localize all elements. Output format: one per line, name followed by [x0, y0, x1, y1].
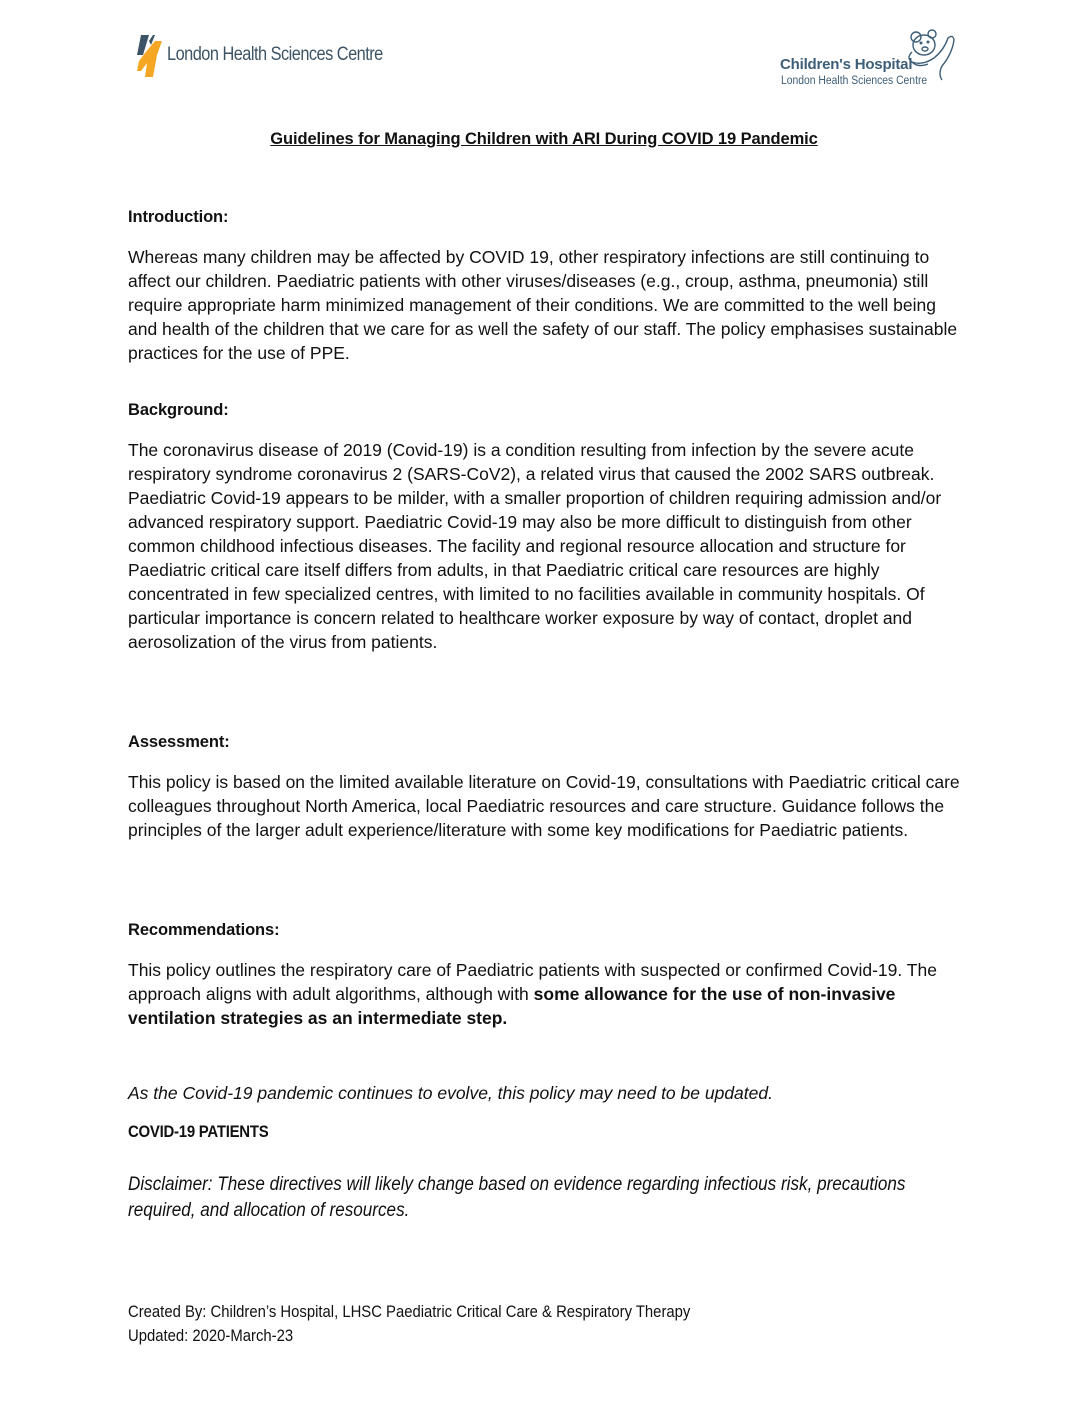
document-title: Guidelines for Managing Children with ARI During COVID 19 Pandemic	[270, 130, 818, 148]
disclaimer-text: Disclaimer: These directives will likely change based on evidence regarding infectious risk, precautions required, and allocation of resources.	[128, 1174, 906, 1221]
introduction-text: Whereas many children may be affected by COVID 19, other respiratory infections are still continuing to affect our children. Paediatric patients with other viruses/diseases (e.g., croup, asthma, pneumonia) still require appropriate harm minimized management of their conditions. We are committed to the well being and health of the children that we care for as well the safety of our staff. The policy emphasises sustainable practices for the use of PPE.	[128, 247, 958, 363]
childrens-hospital-logo	[780, 28, 960, 98]
recommendations-text	[128, 958, 968, 1030]
recommendations-text-plain: This policy outlines the respiratory care of Paediatric patients with suspected or confirmed Covid-19. The approach aligns with adult algorithms, although with	[128, 960, 937, 1004]
background-heading: Background:	[128, 401, 229, 419]
created-by-text: Created By: Children’s Hospital, LHSC Paediatric Critical Care & Respiratory Therapy	[128, 1303, 691, 1321]
lhsc-emblem-icon	[135, 33, 163, 77]
recommendations-heading: Recommendations:	[128, 921, 280, 939]
childrens-hospital-subtitle: London Health Sciences Centre	[781, 75, 928, 87]
update-note: As the Covid-19 pandemic continues to evolve, this policy may need to be updated.	[128, 1083, 773, 1103]
introduction-heading: Introduction:	[128, 208, 229, 226]
assessment-text: This policy is based on the limited available literature on Covid-19, consultations with Paediatric critical care colleagues throughout North America, local Paediatric resources and care structure. Guidance follows the principles of the larger adult experience/literature with some key modifications for Paediatric patients.	[128, 772, 960, 840]
background-text: The coronavirus disease of 2019 (Covid-19) is a condition resulting from infection by the severe acute respiratory syndrome coronavirus 2 (SARS-CoV2), a related virus that caused the 2002 SARS outbreak. Paediatric Covid-19 appears to be milder, with a smaller proportion of children requiring admission and/or advanced respiratory support. Paediatric Covid-19 may also be more difficult to distinguish from other common childhood infectious diseases. The facility and regional resource allocation and structure for Paediatric critical care itself differs from adults, in that Paediatric critical care resources are highly concentrated in few specialized centres, with limited to no facilities available in community hospitals. Of particular importance is concern related to healthcare worker exposure by way of contact, droplet and aerosolization of the virus from patients.	[128, 440, 942, 652]
recommendations-text-bold: some allowance for the use of non-invasive ventilation strategies as an intermediate step.	[128, 984, 896, 1028]
updated-date-text: Updated: 2020-March-23	[128, 1327, 294, 1345]
document-footer	[128, 1300, 690, 1348]
covid-patients-heading: COVID-19 PATIENTS	[128, 1122, 269, 1141]
lhsc-logo-text: London Health Sciences Centre	[167, 44, 383, 65]
lhsc-logo	[135, 33, 418, 77]
childrens-hospital-title: Children's Hospital	[780, 56, 913, 73]
assessment-heading: Assessment:	[128, 733, 230, 751]
